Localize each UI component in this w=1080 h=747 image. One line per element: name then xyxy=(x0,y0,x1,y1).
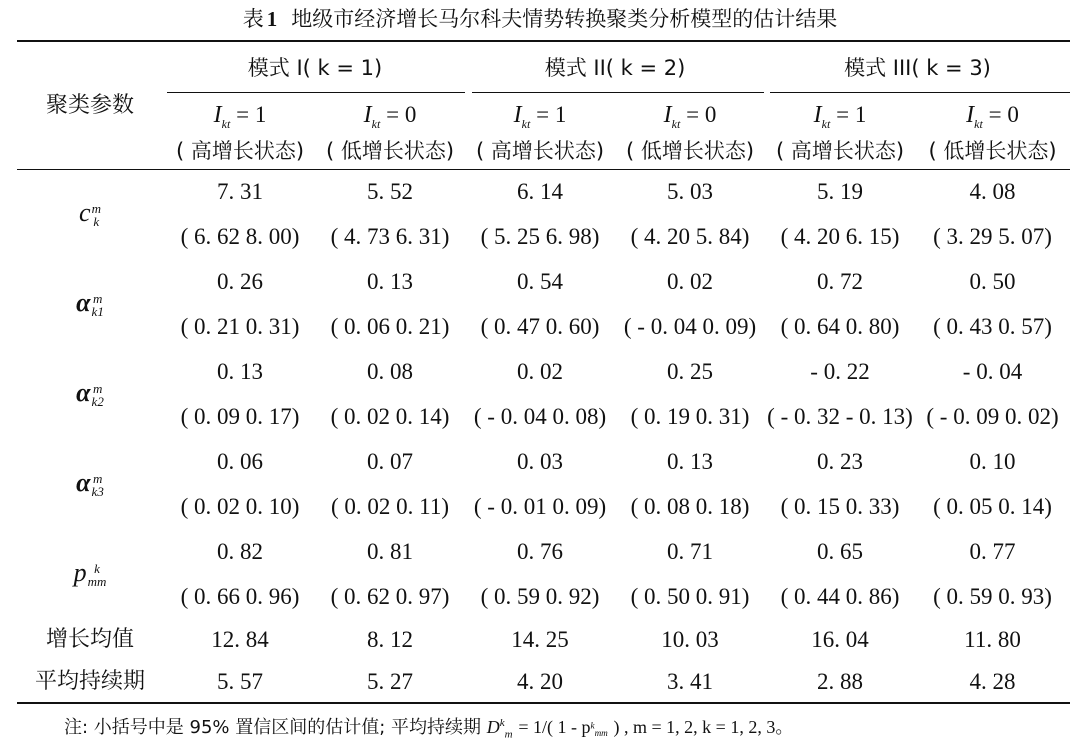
footnote-prefix: 注: 小括号中是 95% 置信区间的估计值; 平均持续期 xyxy=(64,717,482,738)
estimate-cell: 6. 14 xyxy=(517,179,563,204)
mode-rule-2 xyxy=(472,92,764,93)
interval-cell: ( - 0. 04 0. 08) xyxy=(473,404,607,429)
interval-cell: ( 0. 05 0. 14) xyxy=(933,494,1052,519)
table-title: 地级市经济增长马尔科夫情势转换聚类分析模型的估计结果 xyxy=(291,7,838,31)
estimate-cell: 0. 26 xyxy=(217,269,263,294)
bottom-rule xyxy=(17,702,1070,704)
state-header-1: ( 高增长状态) xyxy=(175,139,305,163)
estimate-cell: 7. 31 xyxy=(217,179,263,204)
indicator-symbol: $I_{kt}$ xyxy=(813,102,831,131)
estimate-cell: 0. 13 xyxy=(217,359,263,384)
table-caption xyxy=(0,4,1080,34)
indicator-symbol: $I_{kt}$ xyxy=(363,102,381,131)
indicator-header-2: $I_{kt} = 0$ xyxy=(363,102,417,131)
indicator-symbol: $I_{kt}$ xyxy=(663,102,681,131)
summary-cell: 10. 03 xyxy=(661,627,719,652)
interval-cell: ( 0. 08 0. 18) xyxy=(630,494,750,519)
param-symbol-alpha2: α m k2 xyxy=(76,378,104,410)
summary-label-average-duration: 平均持续期 xyxy=(34,669,145,694)
table-number: 1 xyxy=(266,7,278,31)
state-header-2: ( 低增长状态) xyxy=(325,139,455,163)
summary-cell: 5. 57 xyxy=(217,669,263,694)
summary-cell: 12. 84 xyxy=(211,627,269,652)
summary-cell: 3. 41 xyxy=(667,669,713,694)
interval-cell: ( 0. 06 0. 21) xyxy=(330,314,450,339)
interval-cell: ( 5. 25 6. 98) xyxy=(480,224,600,249)
param-symbol-alpha1: α m k1 xyxy=(76,288,104,320)
header-rule xyxy=(17,169,1070,170)
top-rule xyxy=(17,40,1070,42)
summary-cell: 11. 80 xyxy=(964,627,1021,652)
interval-cell: ( 4. 20 5. 84) xyxy=(630,224,750,249)
interval-cell: ( 0. 21 0. 31) xyxy=(180,314,300,339)
interval-cell: ( 4. 20 6. 15) xyxy=(780,224,900,249)
state-header-6: ( 低增长状态) xyxy=(928,139,1057,163)
estimate-cell: 0. 71 xyxy=(667,539,713,564)
table-footnote: 注: 小括号中是 95% 置信区间的估计值; 平均持续期 $D^k_m = 1/$( $1 - p^k_{mm}$ ) , m = 1, 2, k = 1, 2, 3。 xyxy=(64,717,794,741)
interval-cell: ( 0. 09 0. 17) xyxy=(180,404,300,429)
param-symbol-alpha3: α m k3 xyxy=(76,468,104,500)
summary-cell: 4. 20 xyxy=(517,669,563,694)
indicator-symbol: $I_{kt}$ xyxy=(513,102,531,131)
mode-header-1: 模式 I( k = 1) xyxy=(247,56,383,80)
param-symbol-p: p k mm xyxy=(73,558,107,590)
estimate-cell: 0. 25 xyxy=(667,359,713,384)
indicator-header-1: $I_{kt} = 1$ xyxy=(213,102,267,131)
interval-cell: ( 0. 59 0. 92) xyxy=(480,584,600,609)
interval-cell: ( 0. 02 0. 10) xyxy=(180,494,300,519)
estimate-cell: 0. 03 xyxy=(517,449,563,474)
interval-cell: ( 0. 50 0. 91) xyxy=(630,584,750,609)
estimate-cell: 0. 02 xyxy=(517,359,563,384)
interval-cell: ( 0. 02 0. 11) xyxy=(331,494,449,519)
summary-cell: 5. 27 xyxy=(367,669,413,694)
estimate-cell: 5. 19 xyxy=(817,179,863,204)
footnote-suffix: ) , m = 1, 2, k = 1, 2, 3。 xyxy=(613,717,794,737)
row-header: 聚类参数 xyxy=(45,93,134,118)
indicator-header-5: $I_{kt} = 1$ xyxy=(813,102,867,131)
indicator-header-4: $I_{kt} = 0$ xyxy=(663,102,717,131)
indicator-header-3: $I_{kt} = 1$ xyxy=(513,102,567,131)
interval-cell: ( 0. 47 0. 60) xyxy=(480,314,600,339)
estimate-cell: 0. 13 xyxy=(667,449,713,474)
interval-cell: ( 0. 64 0. 80) xyxy=(780,314,900,339)
interval-cell: ( - 0. 09 0. 02) xyxy=(926,404,1059,429)
mode-header-3: 模式 III( k = 3) xyxy=(844,56,991,80)
estimate-cell: 0. 10 xyxy=(969,449,1016,474)
interval-cell: ( 0. 66 0. 96) xyxy=(180,584,300,609)
state-header-3: ( 高增长状态) xyxy=(475,139,605,163)
estimate-cell: 0. 08 xyxy=(367,359,413,384)
interval-cell: ( 6. 62 8. 00) xyxy=(180,224,300,249)
footnote-symbol-d: $D^k_m$ xyxy=(486,717,513,741)
summary-cell: 16. 04 xyxy=(811,627,869,652)
mode-rule-1 xyxy=(167,92,465,93)
interval-cell: ( 4. 73 6. 31) xyxy=(330,224,450,249)
estimate-cell: 0. 72 xyxy=(817,269,863,294)
mode-header-2: 模式 II( k = 2) xyxy=(544,56,686,80)
indicator-header-6: $I_{kt} = 0$ xyxy=(966,102,1019,131)
estimate-cell: - 0. 04 xyxy=(962,359,1023,384)
interval-cell: ( 0. 59 0. 93) xyxy=(933,584,1052,609)
indicator-symbol: $I_{kt}$ xyxy=(966,102,983,131)
param-symbol-c: c m k xyxy=(79,198,101,230)
estimate-cell: 0. 02 xyxy=(667,269,713,294)
estimate-cell: 0. 13 xyxy=(367,269,413,294)
interval-cell: ( 0. 44 0. 86) xyxy=(780,584,900,609)
interval-cell: ( 0. 43 0. 57) xyxy=(933,314,1052,339)
estimate-cell: 0. 77 xyxy=(969,539,1016,564)
state-header-5: ( 高增长状态) xyxy=(775,139,905,163)
estimate-cell: 5. 52 xyxy=(367,179,413,204)
estimate-cell: 0. 81 xyxy=(367,539,413,564)
estimate-cell: 0. 76 xyxy=(517,539,563,564)
estimate-cell: 0. 54 xyxy=(517,269,563,294)
interval-cell: ( - 0. 04 0. 09) xyxy=(623,314,757,339)
interval-cell: ( - 0. 32 - 0. 13) xyxy=(767,404,913,429)
estimate-cell: 0. 23 xyxy=(817,449,863,474)
estimate-cell: 0. 82 xyxy=(217,539,263,564)
mode-rule-3 xyxy=(770,92,1070,93)
summary-cell: 14. 25 xyxy=(511,627,569,652)
estimate-cell: 4. 08 xyxy=(969,179,1016,204)
estimate-cell: 0. 50 xyxy=(969,269,1016,294)
estimate-cell: 0. 65 xyxy=(817,539,863,564)
estimate-cell: 5. 03 xyxy=(667,179,713,204)
interval-cell: ( 0. 02 0. 14) xyxy=(330,404,450,429)
interval-cell: ( 0. 19 0. 31) xyxy=(630,404,750,429)
estimate-cell: 0. 07 xyxy=(367,449,413,474)
interval-cell: ( 0. 15 0. 33) xyxy=(780,494,900,519)
summary-cell: 8. 12 xyxy=(367,627,413,652)
estimate-cell: 0. 06 xyxy=(217,449,263,474)
interval-cell: ( 0. 62 0. 97) xyxy=(330,584,450,609)
summary-cell: 2. 88 xyxy=(817,669,863,694)
estimate-cell: - 0. 22 xyxy=(810,359,870,384)
summary-cell: 4. 28 xyxy=(969,669,1016,694)
summary-label-mean-growth: 增长均值 xyxy=(45,627,134,652)
interval-cell: ( 3. 29 5. 07) xyxy=(933,224,1052,249)
state-header-4: ( 低增长状态) xyxy=(625,139,755,163)
interval-cell: ( - 0. 01 0. 09) xyxy=(473,494,607,519)
indicator-symbol: $I_{kt}$ xyxy=(213,102,231,131)
table-label: 表 xyxy=(242,7,264,31)
footnote-formula: = 1/( 1 - p xyxy=(518,717,591,737)
